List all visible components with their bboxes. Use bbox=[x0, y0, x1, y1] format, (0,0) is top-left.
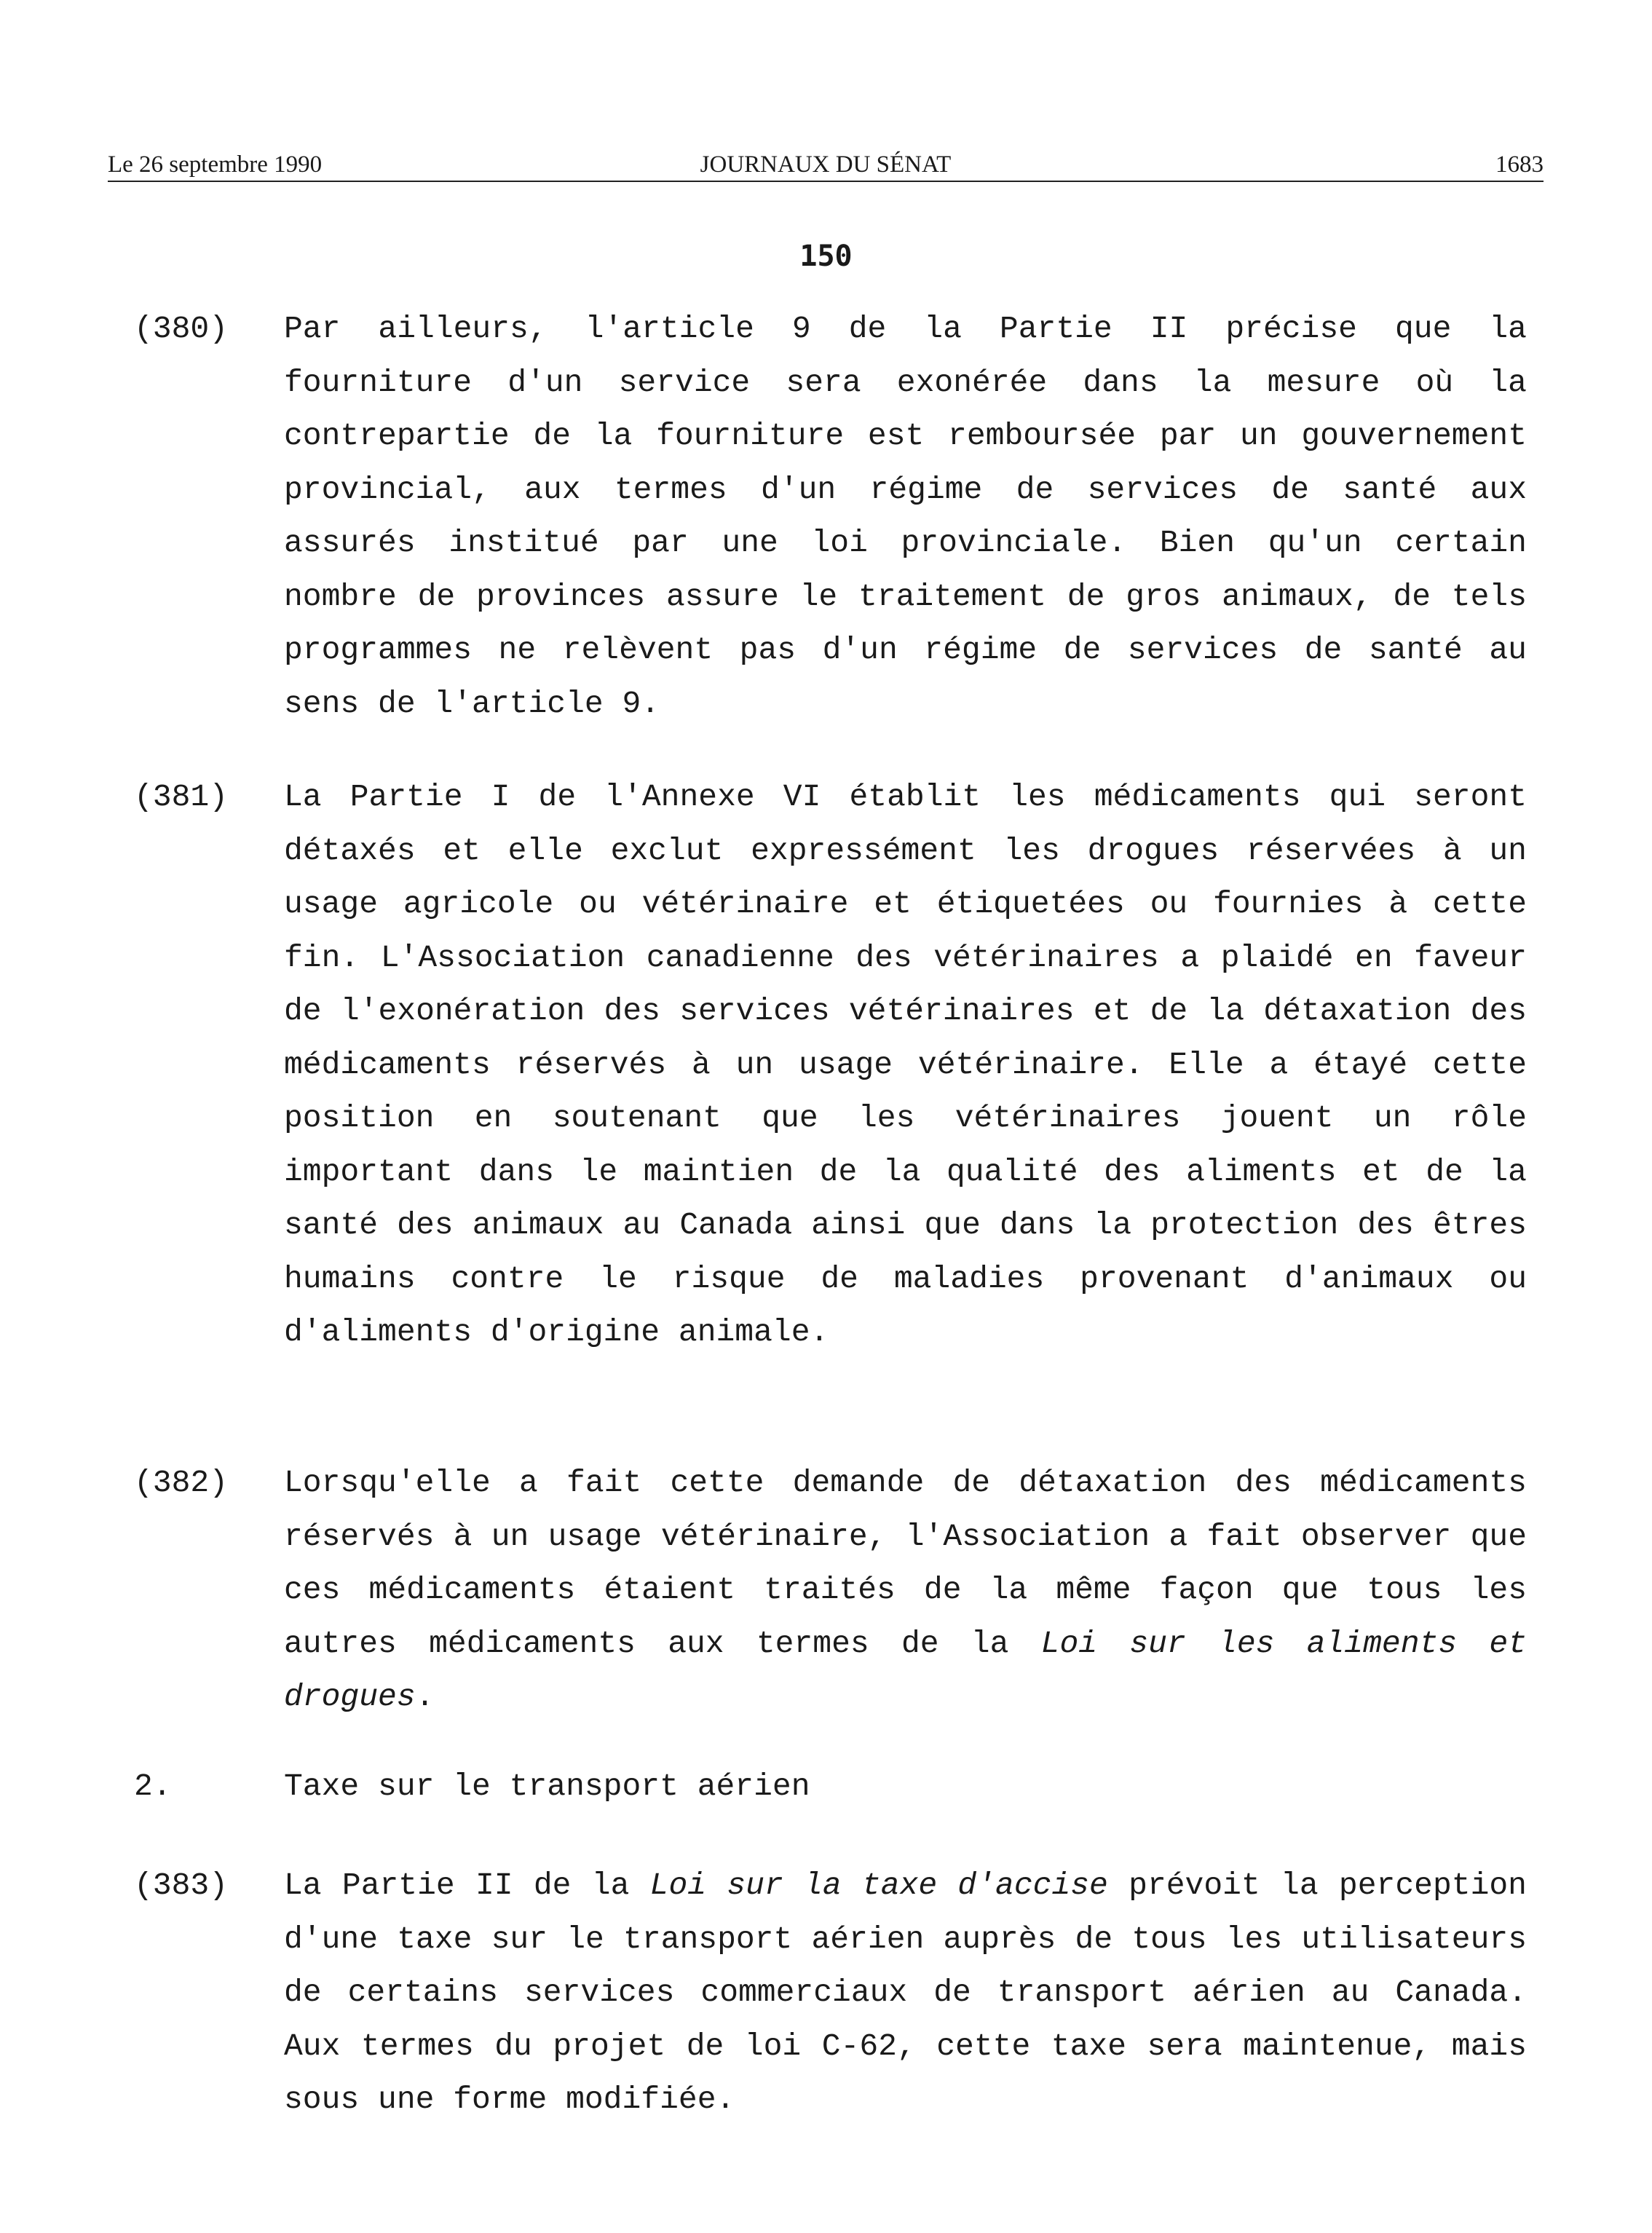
running-header bbox=[108, 149, 1544, 182]
header-date: Le 26 septembre 1990 bbox=[108, 151, 323, 178]
paragraph-382 bbox=[134, 1456, 1528, 1724]
header-page-number: 1683 bbox=[1495, 151, 1544, 178]
statute-title: Loi sur la taxe d'accise bbox=[649, 1868, 1108, 1903]
section-number: 2. bbox=[134, 1768, 172, 1804]
statute-title: Loi sur les aliments et drogues bbox=[284, 1625, 1527, 1715]
paragraph-number: (382) bbox=[134, 1465, 229, 1501]
paragraph-text: La Partie I de l'Annexe VI établit les médicaments qui seront détaxés et elle exclut expressément les drogues réservées à un usage agricole ou vétérinaire et étiquetées ou fournies à cette fin. L'Association canadienne des vétérinaires a plaidé en faveur de l'exonération des services vétérinaires et de la détaxation des médicaments réservés à un usage vétérinaire. Elle a étayé cette position en soutenant que les vétérinaires jouent un rôle important dans le maintien de la qualité des aliments et de la santé des animaux au Canada ainsi que dans la protection des êtres humains contre le risque de maladies provenant d'animaux ou d'aliments d'origine animale. bbox=[284, 779, 1527, 1350]
paragraph-text bbox=[284, 1859, 1527, 2127]
paragraph-380 bbox=[134, 302, 1528, 730]
section-page-number: 150 bbox=[799, 240, 853, 273]
header-journal-title: JOURNAUX DU SÉNAT bbox=[700, 151, 952, 178]
text-segment: prévoit la perception d'une taxe sur le transport aérien auprès de tous les utilisateurs de certains services commerciaux de transport aérien au Canada. Aux termes du projet de loi C-62, cette taxe sera maintenue, mais sous une forme modifiée. bbox=[284, 1868, 1527, 2117]
paragraph-381 bbox=[134, 770, 1528, 1359]
section-heading-text: Taxe sur le transport aérien bbox=[284, 1768, 810, 1804]
paragraph-text bbox=[284, 1456, 1527, 1724]
text-segment: Lorsqu'elle a fait cette demande de détaxation des médicaments réservés à un usage vétérinaire, l'Association a fait observer que ces médicaments étaient traités de la même façon que tous les autres médicaments aux termes de la bbox=[284, 1465, 1527, 1661]
paragraph-number: (381) bbox=[134, 779, 229, 815]
paragraph-number: (383) bbox=[134, 1868, 229, 1903]
paragraph-text: Par ailleurs, l'article 9 de la Partie II précise que la fourniture d'un service sera exonérée dans la mesure où la contrepartie de la fourniture est remboursée par un gouvernement provincial, aux termes d'un régime de services de santé aux assurés institué par une loi provinciale. Bien qu'un certain nombre de provinces assure le traitement de gros animaux, de tels programmes ne relèvent pas d'un régime de services de santé au sens de l'article 9. bbox=[284, 311, 1527, 722]
paragraph-383 bbox=[134, 1859, 1528, 2127]
section-heading-2 bbox=[134, 1760, 1528, 1814]
text-segment: . bbox=[415, 1679, 435, 1715]
text-segment: La Partie II de la bbox=[284, 1868, 650, 1903]
paragraph-number: (380) bbox=[134, 311, 229, 347]
